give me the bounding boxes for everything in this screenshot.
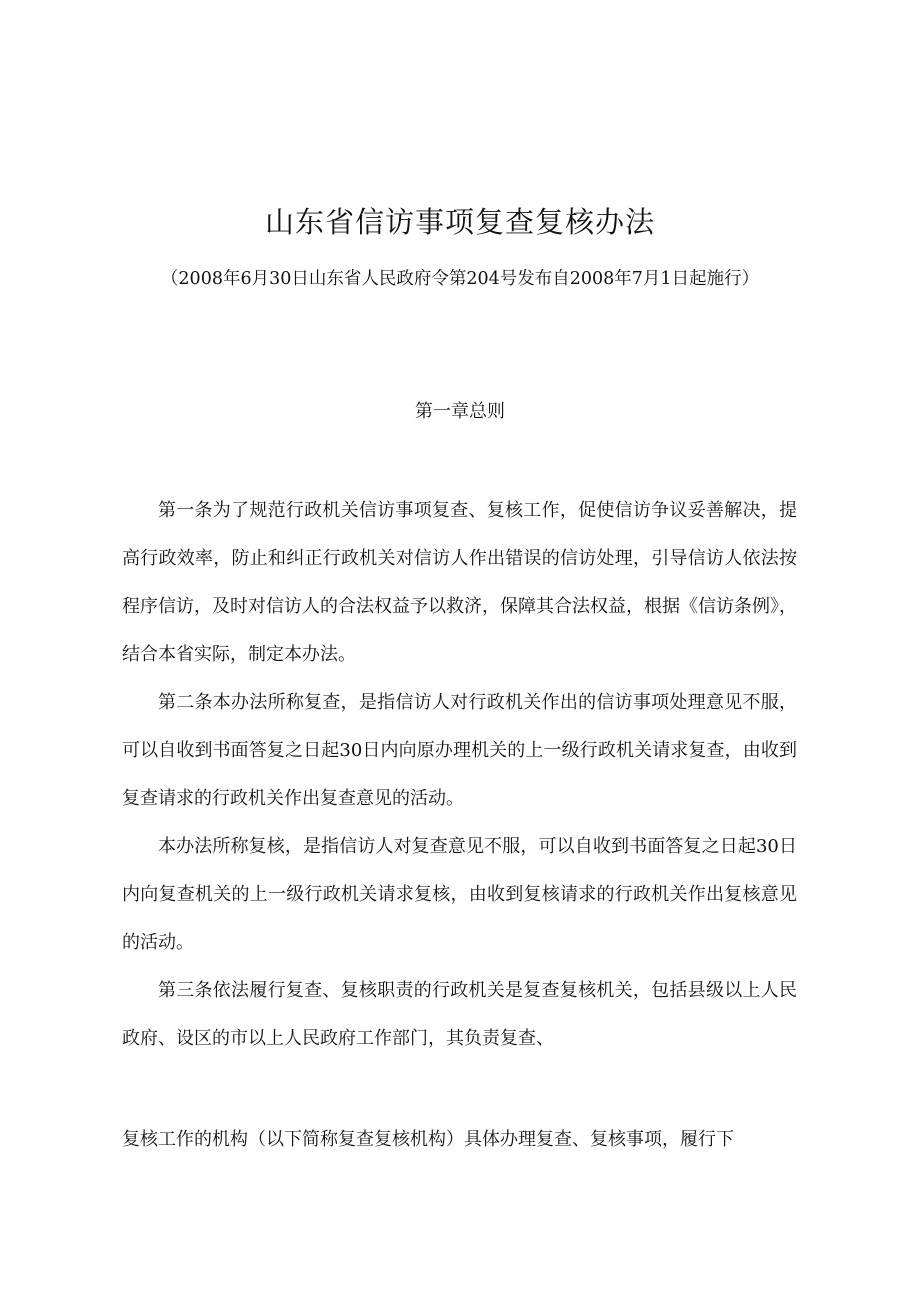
chapter-heading: 第一章总则 bbox=[415, 401, 505, 422]
paragraph-article-2: 第二条本办法所称复查，是指信访人对行政机关作出的信访事项处理意见不服，可以自收到书面答复之日起30日内向原办理机关的上一级行政机关请求复查，由收到复查请求的行政机关作出复查意见的活动。 bbox=[122, 692, 797, 809]
paragraph-continuation: 复核工作的机构（以下简称复查复核机构）具体办理复查、复核事项，履行下 bbox=[122, 1129, 734, 1150]
document-title: 山东省信访事项复查复核办法 bbox=[264, 205, 655, 239]
paragraph-article-3: 第三条依法履行复查、复核职责的行政机关是复查复核机关，包括县级以上人民政府、设区的市以上人民政府工作部门，其负责复查、 bbox=[122, 980, 797, 1049]
paragraph-article-2-review: 本办法所称复核，是指信访人对复查意见不服，可以自收到书面答复之日起30日内向复查机关的上一级行政机关请求复核，由收到复核请求的行政机关作出复核意见的活动。 bbox=[122, 836, 797, 953]
paragraph-article-1: 第一条为了规范行政机关信访事项复查、复核工作，促使信访争议妥善解决，提高行政效率，防止和纠正行政机关对信访人作出错误的信访处理，引导信访人依法按程序信访，及时对信访人的合法权益予以救济，保障其合法权益，根据《信访条例》，结合本省实际，制定本办法。 bbox=[122, 500, 797, 665]
document-body bbox=[122, 487, 797, 1063]
document-subtitle: （2008年6月30日山东省人民政府令第204号发布自2008年7月1日起施行） bbox=[160, 269, 760, 289]
